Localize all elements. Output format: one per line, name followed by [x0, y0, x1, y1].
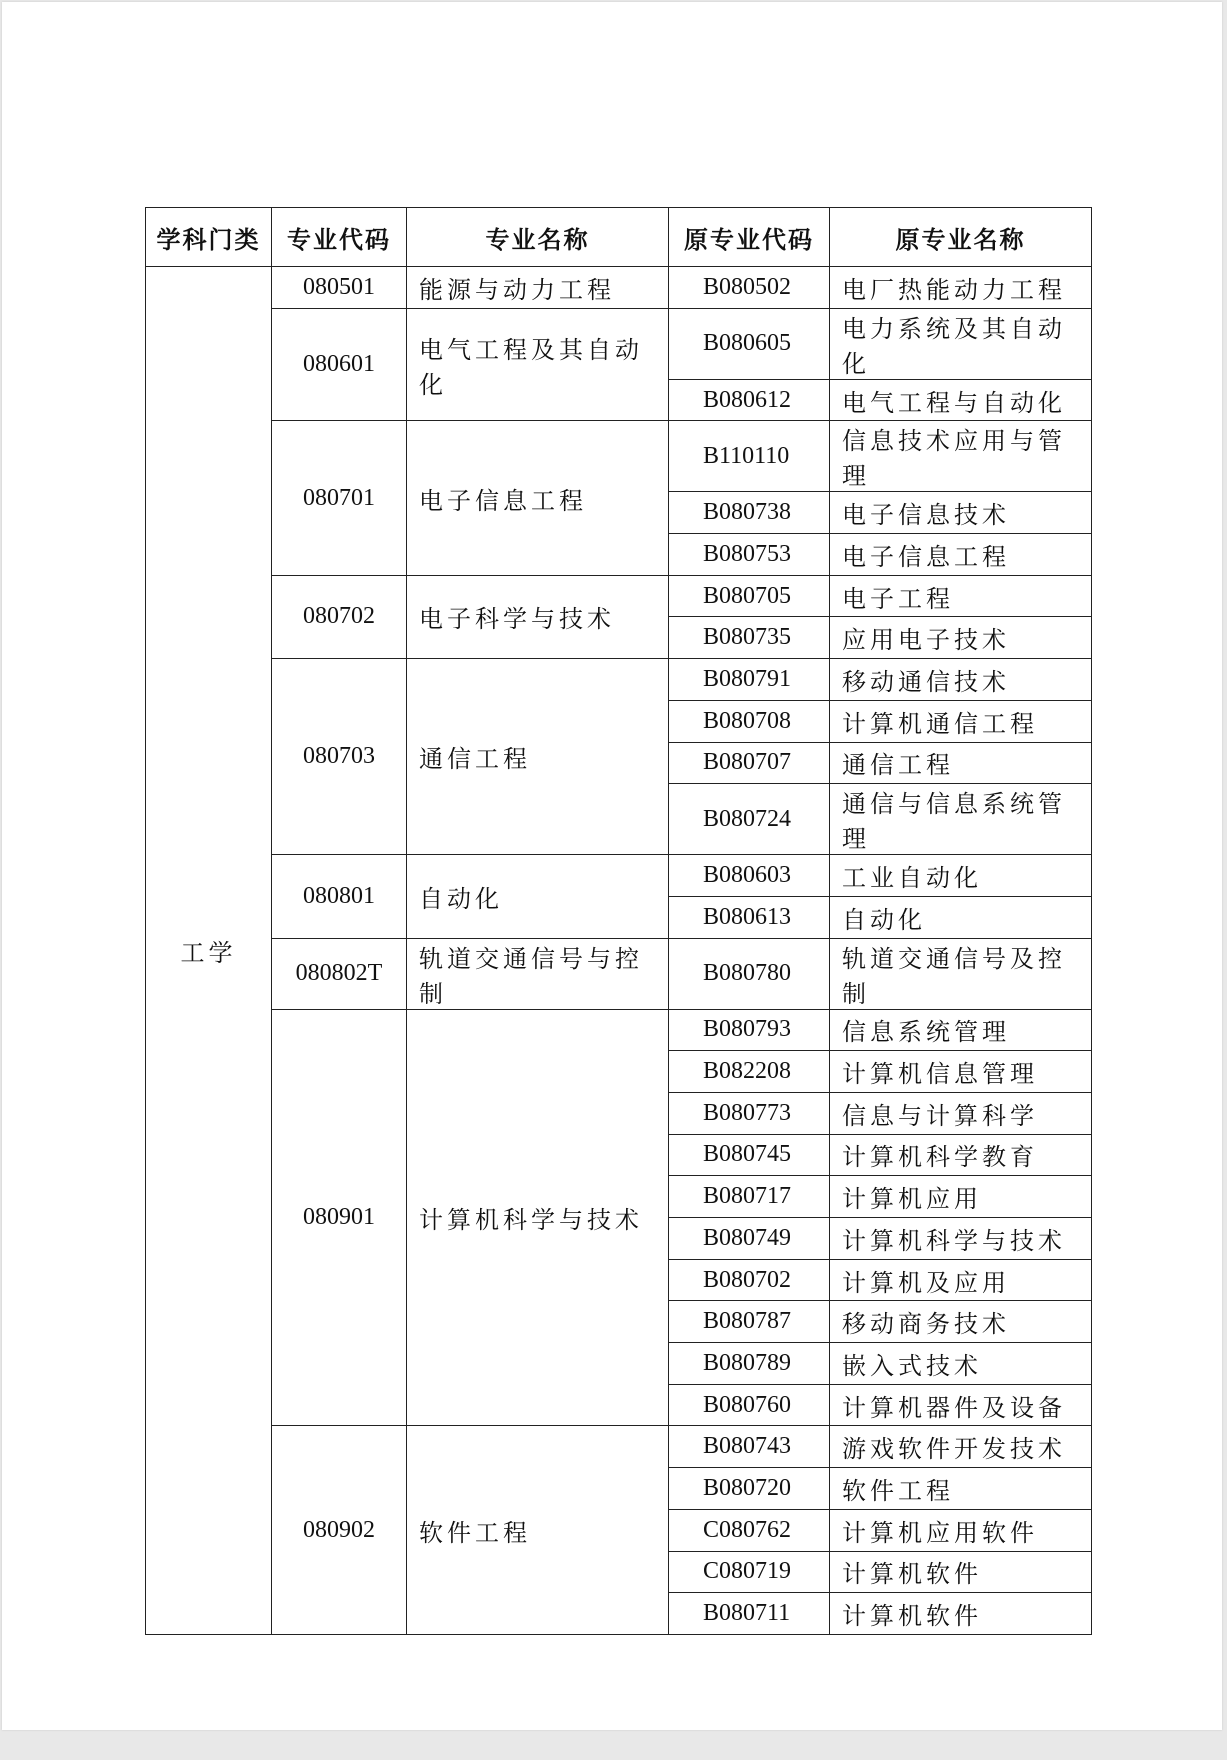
original-code-cell: B080705: [669, 575, 830, 617]
original-name-cell: 计算机器件及设备: [830, 1384, 1092, 1426]
original-name-cell: 游戏软件开发技术: [830, 1426, 1092, 1468]
major-name-cell: 电子信息工程: [407, 421, 669, 575]
original-name-cell: 计算机应用软件: [830, 1509, 1092, 1551]
original-code-cell: B080735: [669, 617, 830, 659]
document-page: [2, 2, 1222, 1730]
original-code-cell: B080702: [669, 1259, 830, 1301]
major-name-cell: 自动化: [407, 855, 669, 938]
original-name-cell: 电子信息工程: [830, 534, 1092, 576]
table-body: [146, 267, 1092, 1635]
original-code-cell: B080605: [669, 308, 830, 379]
original-name-cell: 信息技术应用与管理: [830, 421, 1092, 492]
major-mapping-table: [145, 207, 1092, 1635]
original-code-cell: B080773: [669, 1092, 830, 1134]
original-name-cell: 应用电子技术: [830, 617, 1092, 659]
original-name-cell: 计算机软件: [830, 1593, 1092, 1635]
original-name-cell: 自动化: [830, 896, 1092, 938]
original-code-cell: B080738: [669, 492, 830, 534]
original-name-cell: 电气工程与自动化: [830, 379, 1092, 421]
table-row: [146, 308, 1092, 379]
table-row: [146, 267, 1092, 309]
table-row: [146, 575, 1092, 617]
original-name-cell: 嵌入式技术: [830, 1343, 1092, 1385]
table-row: [146, 938, 1092, 1009]
major-name-cell: 电气工程及其自动化: [407, 308, 669, 421]
table-row: [146, 855, 1092, 897]
original-code-cell: B080707: [669, 742, 830, 784]
major-code-cell: 080902: [272, 1426, 407, 1634]
original-code-cell: B080743: [669, 1426, 830, 1468]
major-name-cell: 计算机科学与技术: [407, 1009, 669, 1426]
original-code-cell: B080502: [669, 267, 830, 309]
original-code-cell: C080719: [669, 1551, 830, 1593]
original-name-cell: 电厂热能动力工程: [830, 267, 1092, 309]
table-row: [146, 421, 1092, 492]
major-code-cell: 080501: [272, 267, 407, 309]
table-header-row: [146, 208, 1092, 267]
header-original-name: 原专业名称: [830, 208, 1092, 267]
original-name-cell: 计算机通信工程: [830, 700, 1092, 742]
original-name-cell: 信息与计算科学: [830, 1092, 1092, 1134]
original-code-cell: B082208: [669, 1051, 830, 1093]
original-code-cell: B080720: [669, 1468, 830, 1510]
original-name-cell: 电力系统及其自动化: [830, 308, 1092, 379]
original-code-cell: B080613: [669, 896, 830, 938]
original-name-cell: 工业自动化: [830, 855, 1092, 897]
category-cell: 工学: [146, 267, 272, 1635]
original-code-cell: B080791: [669, 659, 830, 701]
original-name-cell: 计算机及应用: [830, 1259, 1092, 1301]
original-name-cell: 计算机科学教育: [830, 1134, 1092, 1176]
original-code-cell: B080603: [669, 855, 830, 897]
original-code-cell: B080724: [669, 784, 830, 855]
header-major-code: 专业代码: [272, 208, 407, 267]
original-name-cell: 通信与信息系统管理: [830, 784, 1092, 855]
original-name-cell: 计算机科学与技术: [830, 1218, 1092, 1260]
original-code-cell: B080612: [669, 379, 830, 421]
header-major-name: 专业名称: [407, 208, 669, 267]
original-name-cell: 移动通信技术: [830, 659, 1092, 701]
original-code-cell: B080745: [669, 1134, 830, 1176]
original-code-cell: B110110: [669, 421, 830, 492]
major-code-cell: 080601: [272, 308, 407, 421]
original-code-cell: C080762: [669, 1509, 830, 1551]
major-code-cell: 080703: [272, 659, 407, 855]
original-code-cell: B080787: [669, 1301, 830, 1343]
major-name-cell: 软件工程: [407, 1426, 669, 1634]
original-code-cell: B080789: [669, 1343, 830, 1385]
original-code-cell: B080749: [669, 1218, 830, 1260]
major-name-cell: 轨道交通信号与控制: [407, 938, 669, 1009]
table-row: [146, 1426, 1092, 1468]
header-original-code: 原专业代码: [669, 208, 830, 267]
major-code-cell: 080702: [272, 575, 407, 658]
major-code-cell: 080802T: [272, 938, 407, 1009]
major-code-cell: 080701: [272, 421, 407, 575]
original-code-cell: B080708: [669, 700, 830, 742]
original-name-cell: 信息系统管理: [830, 1009, 1092, 1051]
original-name-cell: 通信工程: [830, 742, 1092, 784]
original-name-cell: 计算机软件: [830, 1551, 1092, 1593]
original-name-cell: 计算机信息管理: [830, 1051, 1092, 1093]
major-name-cell: 通信工程: [407, 659, 669, 855]
original-name-cell: 轨道交通信号及控制: [830, 938, 1092, 1009]
original-code-cell: B080760: [669, 1384, 830, 1426]
original-name-cell: 计算机应用: [830, 1176, 1092, 1218]
table-row: [146, 1009, 1092, 1051]
major-name-cell: 能源与动力工程: [407, 267, 669, 309]
table-row: [146, 659, 1092, 701]
original-name-cell: 电子信息技术: [830, 492, 1092, 534]
original-code-cell: B080780: [669, 938, 830, 1009]
original-code-cell: B080753: [669, 534, 830, 576]
major-name-cell: 电子科学与技术: [407, 575, 669, 658]
original-name-cell: 移动商务技术: [830, 1301, 1092, 1343]
original-code-cell: B080717: [669, 1176, 830, 1218]
major-code-cell: 080901: [272, 1009, 407, 1426]
original-code-cell: B080711: [669, 1593, 830, 1635]
original-name-cell: 软件工程: [830, 1468, 1092, 1510]
major-code-cell: 080801: [272, 855, 407, 938]
original-name-cell: 电子工程: [830, 575, 1092, 617]
original-code-cell: B080793: [669, 1009, 830, 1051]
header-category: 学科门类: [146, 208, 272, 267]
